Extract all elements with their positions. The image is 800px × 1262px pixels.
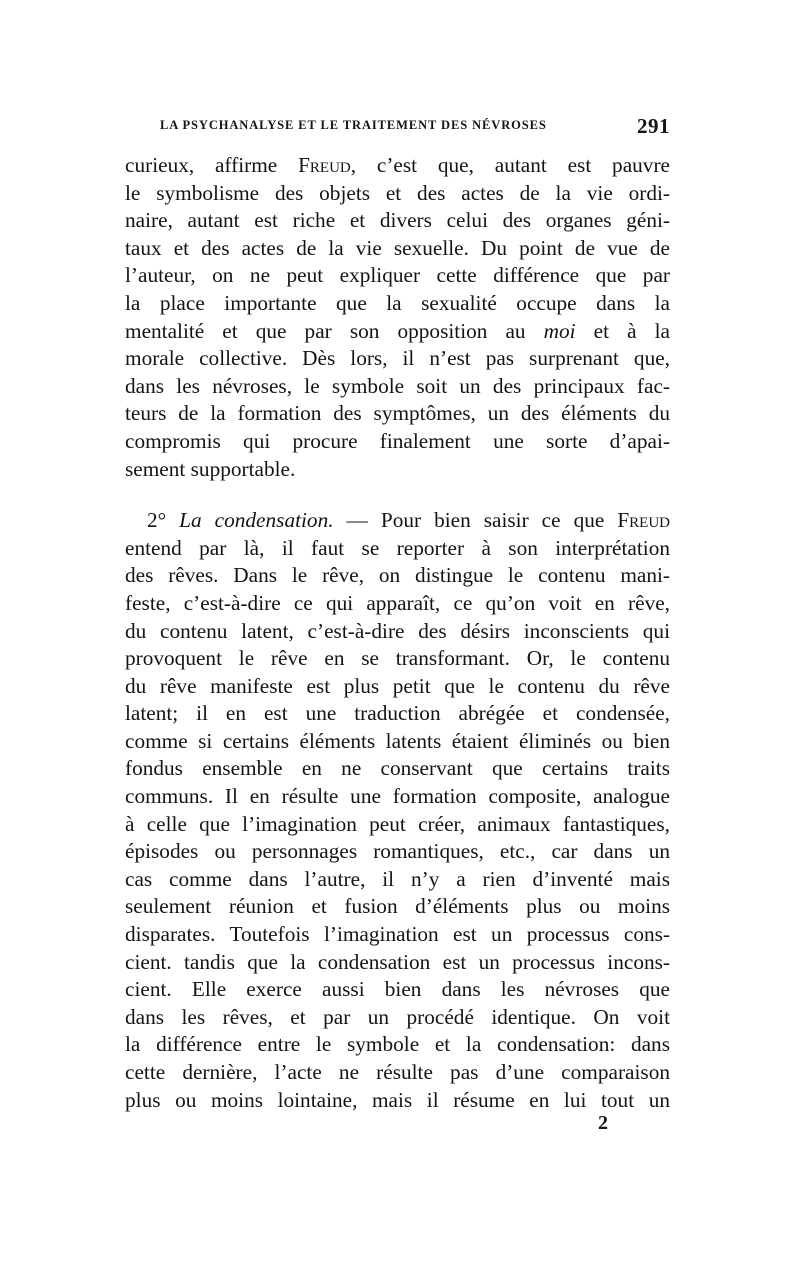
text-line: latent; il en est une traduction abrégée et condensée, — [125, 701, 670, 726]
paragraph-gap — [125, 483, 670, 507]
text-line: des rêves. Dans le rêve, on distingue le contenu mani- — [125, 563, 670, 588]
signature-mark: 2 — [598, 1112, 608, 1134]
text-line: l’auteur, on ne peut expliquer cette différence que par — [125, 263, 670, 288]
text-line: sement supportable. — [125, 456, 296, 481]
text-line: entend par là, il faut se reporter à son interprétation — [125, 535, 670, 560]
text-line: du rêve manifeste est plus petit que le contenu du rêve — [125, 673, 670, 698]
text-line: cient. tandis que la condensation est un processus incons- — [125, 949, 670, 974]
text-line: feste, c’est-à-dire ce qui apparaît, ce qu’on voit en rêve, — [125, 590, 670, 615]
text-line: teurs de la formation des symptômes, un des éléments du — [125, 401, 670, 426]
text-line: naire, autant est riche et divers celui des organes géni- — [125, 208, 670, 233]
text-line: cette dernière, l’acte ne résulte pas d’une comparaison — [125, 1060, 670, 1084]
text-line: disparates. Toutefois l’imagination est un processus cons- — [125, 922, 670, 947]
running-head — [160, 114, 670, 138]
running-title: LA PSYCHANALYSE ET LE TRAITEMENT DES NÉVROSES — [160, 118, 547, 132]
paragraph-2 — [125, 507, 670, 1114]
text-line: taux et des actes de la vie sexuelle. Du point de vue de — [125, 235, 670, 260]
text-line: la place importante que la sexualité occupe dans la — [125, 290, 670, 315]
text-line: comme si certains éléments latents étaient éliminés ou bien — [125, 728, 670, 753]
text-line: mentalité et que par son opposition au moi et à la — [125, 318, 671, 343]
text-line: épisodes ou personnages romantiques, etc., car dans un — [125, 839, 670, 864]
text-line: dans les névroses, le symbole soit un des principaux fac- — [125, 373, 670, 398]
body-text — [125, 152, 670, 1114]
text-line: à celle que l’imagination peut créer, animaux fantastiques, — [125, 811, 670, 836]
text-line: morale collective. Dès lors, il n’est pas surprenant que, — [125, 346, 670, 371]
text-line: la différence entre le symbole et la condensation: dans — [125, 1032, 670, 1057]
text-line: du contenu latent, c’est-à-dire des désirs inconscients qui — [125, 618, 670, 643]
text-line: 2° La condensation. — Pour bien saisir ce que Freud — [147, 508, 671, 533]
page-number: 291 — [637, 114, 670, 138]
text-line: dans les rêves, et par un procédé identique. On voit — [125, 1004, 670, 1029]
text-line: plus ou moins lointaine, mais il résume en lui tout un — [125, 1087, 670, 1112]
text-line: curieux, affirme Freud, c’est que, autant est pauvre — [125, 153, 670, 177]
text-line: cient. Elle exerce aussi bien dans les névroses que — [125, 977, 670, 1002]
text-line: fondus ensemble en ne conservant que certains traits — [125, 756, 670, 781]
text-line: le symbolisme des objets et des actes de la vie ordi- — [125, 180, 670, 205]
text-line: cas comme dans l’autre, il n’y a rien d’inventé mais — [125, 866, 670, 891]
paragraph-1 — [125, 152, 670, 483]
text-line: communs. Il en résulte une formation composite, analogue — [125, 784, 670, 809]
text-line: provoquent le rêve en se transformant. Or, le contenu — [125, 646, 670, 671]
text-line: seulement réunion et fusion d’éléments plus ou moins — [125, 894, 670, 919]
text-line: compromis qui procure finalement une sorte d’apai- — [125, 428, 670, 453]
